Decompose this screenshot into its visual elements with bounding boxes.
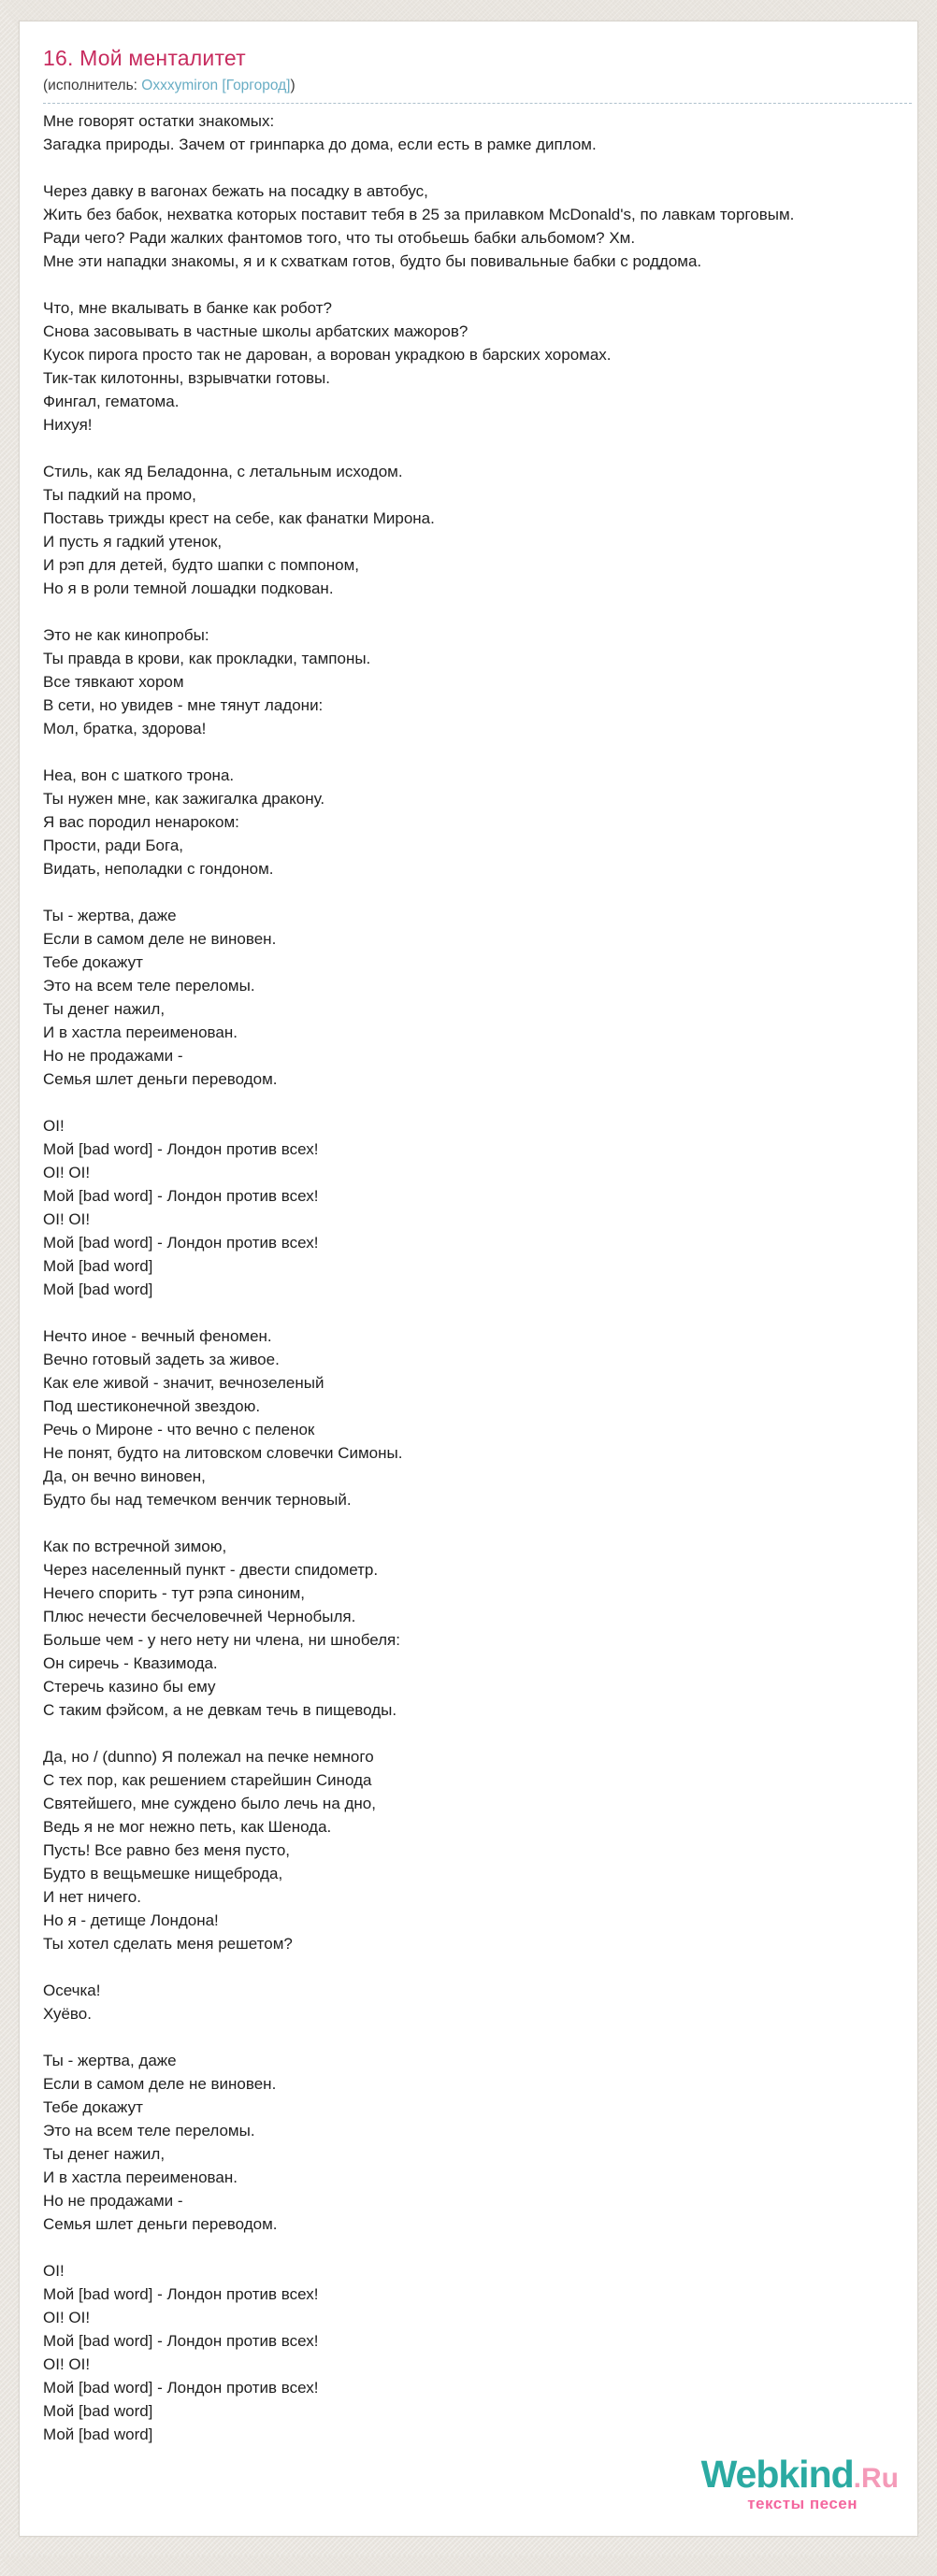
logo-tagline: тексты песен xyxy=(747,2495,858,2512)
stanza xyxy=(43,179,914,273)
lyric-line: Да, но / (dunno) Я полежал на печке немного xyxy=(43,1748,374,1766)
lyric-line: Ты хотел сделать меня решетом? xyxy=(43,1935,293,1953)
lyric-line: Мой [bad word] - Лондон против всех! xyxy=(43,2285,319,2303)
lyric-line: Ты правда в крови, как прокладки, тампоны. xyxy=(43,650,371,667)
lyrics xyxy=(43,109,914,2446)
lyric-line: OI! OI! xyxy=(43,2355,91,2373)
lyric-line: Я вас породил ненароком: xyxy=(43,813,239,831)
lyric-line: И в хастла переименован. xyxy=(43,1023,238,1041)
stanza xyxy=(43,1114,914,1301)
lyric-line: Мой [bad word] xyxy=(43,1257,153,1275)
lyric-line: Это на всем теле переломы. xyxy=(43,2122,255,2140)
lyric-line: И в хастла переименован. xyxy=(43,2168,238,2186)
lyric-line: Если в самом деле не виновен. xyxy=(43,2075,277,2093)
lyric-line: Мой [bad word] - Лондон против всех! xyxy=(43,2379,319,2397)
lyric-line: Мой [bad word] xyxy=(43,2402,153,2420)
lyric-line: Кусок пирога просто так не дарован, а ворован украдкою в барских хоромах. xyxy=(43,346,612,364)
lyric-line: Но я - детище Лондона! xyxy=(43,1911,219,1929)
lyric-line: Осечка! xyxy=(43,1982,101,1999)
lyric-line: Мой [bad word] - Лондон против всех! xyxy=(43,1140,319,1158)
lyric-line: И нет ничего. xyxy=(43,1888,141,1906)
lyric-line: Плюс нечести бесчеловечней Чернобыля. xyxy=(43,1608,356,1625)
lyric-line: Ты - жертва, даже xyxy=(43,907,177,924)
lyric-line: Стеречь казино бы ему xyxy=(43,1678,216,1696)
song-header xyxy=(43,46,912,104)
lyric-line: Что, мне вкалывать в банке как робот? xyxy=(43,299,332,317)
lyric-line: Под шестиконечной звездою. xyxy=(43,1397,261,1415)
lyric-line: Мой [bad word] - Лондон против всех! xyxy=(43,1234,319,1252)
lyric-line: И рэп для детей, будто шапки с помпоном, xyxy=(43,556,359,574)
lyric-line: OI! OI! xyxy=(43,1210,91,1228)
lyric-line: В сети, но увидев - мне тянут ладони: xyxy=(43,696,324,714)
lyric-line: И пусть я гадкий утенок, xyxy=(43,533,223,551)
lyric-line: Ты денег нажил, xyxy=(43,2145,166,2163)
lyric-line: Но не продажами - xyxy=(43,1047,183,1065)
lyric-line: OI! xyxy=(43,1117,65,1135)
lyric-line: Как еле живой - значит, вечнозеленый xyxy=(43,1374,324,1392)
lyric-line: Жить без бабок, нехватка которых поставит тебя в 25 за прилавком McDonald's, по лавкам торговым. xyxy=(43,206,795,223)
logo-suffix-text: .Ru xyxy=(853,2463,899,2494)
lyric-line: Поставь трижды крест на себе, как фанатки Мирона. xyxy=(43,509,435,527)
stanza xyxy=(43,2049,914,2236)
lyric-line: Как по встречной зимою, xyxy=(43,1538,227,1555)
stanza xyxy=(43,1535,914,1722)
lyric-line: Тик-так килотонны, взрывчатки готовы. xyxy=(43,369,330,387)
stanza xyxy=(43,460,914,600)
lyric-line: Мой [bad word] - Лондон против всех! xyxy=(43,1187,319,1205)
lyric-line: Ведь я не мог нежно петь, как Шенода. xyxy=(43,1818,332,1836)
lyric-line: OI! OI! xyxy=(43,2309,91,2326)
lyric-line: Мне говорят остатки знакомых: xyxy=(43,112,275,130)
artist-close-paren: ) xyxy=(290,78,296,93)
lyric-line: Загадка природы. Зачем от гринпарка до дома, если есть в рамке диплом. xyxy=(43,136,597,153)
lyric-line: Нечто иное - вечный феномен. xyxy=(43,1327,272,1345)
lyric-line: Ты денег нажил, xyxy=(43,1000,166,1018)
stanza xyxy=(43,623,914,740)
lyric-line: Снова засовывать в частные школы арбатских мажоров? xyxy=(43,322,468,340)
lyric-line: Ты падкий на промо, xyxy=(43,486,196,504)
stanza xyxy=(43,1745,914,1955)
page-title: 16. Мой менталитет xyxy=(43,46,246,70)
lyric-line: Фингал, гематома. xyxy=(43,393,180,410)
lyric-line: Через давку в вагонах бежать на посадку в автобус, xyxy=(43,182,428,200)
lyric-line: Не понят, будто на литовском словечки Симоны. xyxy=(43,1444,403,1462)
lyric-line: Но я в роли темной лошадки подкован. xyxy=(43,580,334,597)
lyric-line: Будто бы над темечком венчик терновый. xyxy=(43,1491,352,1509)
lyric-line: Это не как кинопробы: xyxy=(43,626,209,644)
lyric-line: Он сиречь - Квазимода. xyxy=(43,1654,218,1672)
stanza xyxy=(43,2259,914,2446)
stanza xyxy=(43,296,914,436)
lyric-line: Мол, братка, здорова! xyxy=(43,720,207,737)
stanza xyxy=(43,1324,914,1511)
lyric-line: Если в самом деле не виновен. xyxy=(43,930,277,948)
lyric-line: Речь о Мироне - что вечно с пеленок xyxy=(43,1421,315,1438)
lyric-line: OI! xyxy=(43,2262,65,2280)
lyric-line: Ради чего? Ради жалких фантомов того, что ты отобьешь бабки альбомом? Хм. xyxy=(43,229,636,247)
lyric-line: Прости, ради Бога, xyxy=(43,837,184,854)
artist-label: (исполнитель: xyxy=(43,78,137,93)
lyric-line: С таким фэйсом, а не девкам течь в пищеводы. xyxy=(43,1701,397,1719)
artist-line xyxy=(43,78,912,94)
lyric-line: Мой [bad word] xyxy=(43,1281,153,1298)
lyric-line: Все тявкают хором xyxy=(43,673,184,691)
lyric-line: С тех пор, как решением старейшин Синода xyxy=(43,1771,372,1789)
lyric-line: Это на всем теле переломы. xyxy=(43,977,255,995)
lyrics-card xyxy=(19,21,918,2537)
lyric-line: Ты нужен мне, как зажигалка дракону. xyxy=(43,790,325,808)
artist-link[interactable]: Oxxxymiron [Горгород] xyxy=(141,78,291,93)
lyric-line: Святейшего, мне суждено было лечь на дно, xyxy=(43,1795,376,1812)
stanza xyxy=(43,1979,914,2025)
lyric-line: OI! OI! xyxy=(43,1164,91,1181)
lyric-line: Семья шлет деньги переводом. xyxy=(43,1070,278,1088)
lyric-line: Видать, неполадки с гондоном. xyxy=(43,860,274,878)
lyric-line: Нихуя! xyxy=(43,416,93,434)
lyric-line: Нечего спорить - тут рэпа синоним, xyxy=(43,1584,305,1602)
lyric-line: Но не продажами - xyxy=(43,2192,183,2210)
lyric-line: Семья шлет деньги переводом. xyxy=(43,2215,278,2233)
lyric-line: Мне эти нападки знакомы, я и к схваткам готов, будто бы повивальные бабки с роддома. xyxy=(43,252,702,270)
lyric-line: Мой [bad word] - Лондон против всех! xyxy=(43,2332,319,2350)
lyric-line: Стиль, как яд Беладонна, с летальным исходом. xyxy=(43,463,403,480)
lyric-line: Будто в вещьмешке нищеброда, xyxy=(43,1865,283,1882)
lyric-line: Тебе докажут xyxy=(43,2098,143,2116)
lyric-line: Мой [bad word] xyxy=(43,2426,153,2443)
lyric-line: Хуёво. xyxy=(43,2005,92,2023)
lyric-line: Тебе докажут xyxy=(43,953,143,971)
lyric-line: Через населенный пункт - двести спидометр. xyxy=(43,1561,379,1579)
stanza xyxy=(43,109,914,156)
lyric-line: Неа, вон с шаткого трона. xyxy=(43,766,235,784)
lyric-line: Ты - жертва, даже xyxy=(43,2052,177,2069)
lyric-line: Пусть! Все равно без меня пусто, xyxy=(43,1841,291,1859)
lyric-line: Больше чем - у него нету ни члена, ни шнобеля: xyxy=(43,1631,400,1649)
stanza xyxy=(43,764,914,880)
lyric-line: Вечно готовый задеть за живое. xyxy=(43,1351,280,1368)
stanza xyxy=(43,904,914,1091)
logo-main-text: Webkind xyxy=(700,2453,854,2496)
logo-wordmark xyxy=(43,2455,899,2494)
lyric-line: Да, он вечно виновен, xyxy=(43,1467,206,1485)
site-logo[interactable] xyxy=(43,2455,914,2512)
